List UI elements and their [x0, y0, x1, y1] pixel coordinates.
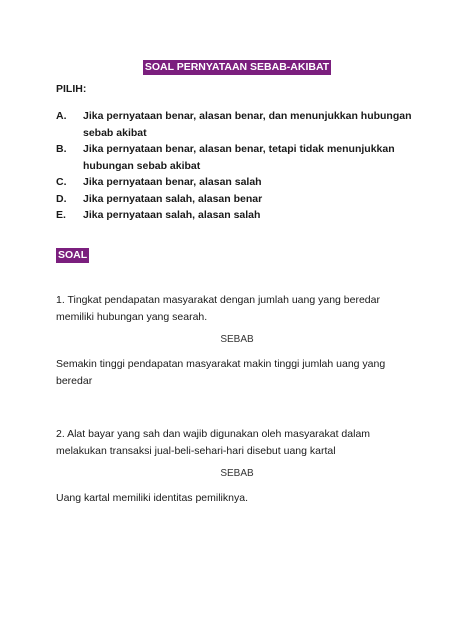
- option-text: Jika pernyataan salah, alasan salah: [83, 209, 261, 221]
- question-1-reason: Semakin tinggi pendapatan masyarakat makin tinggi jumlah uang yang beredar: [56, 358, 386, 387]
- answer-options-list: [56, 108, 416, 224]
- question-1-connector: SEBAB: [220, 334, 254, 345]
- question-2-reason: Uang kartal memiliki identitas pemiliknya.: [56, 492, 248, 504]
- option-text: Jika pernyataan benar, alasan benar, dan menunjukkan hubungan sebab akibat: [83, 110, 412, 139]
- option-text: Jika pernyataan salah, alasan benar: [83, 192, 263, 205]
- option-text: Jika pernyataan benar, alasan salah: [83, 176, 262, 188]
- option-letter: C.: [56, 176, 67, 188]
- section-label-soal: SOAL: [58, 249, 88, 261]
- option-item: [56, 108, 416, 141]
- option-letter: E.: [56, 209, 66, 221]
- document-title: SOAL PERNYATAAN SEBAB-AKIBAT: [144, 61, 330, 73]
- question-1-statement: 1. Tingkat pendapatan masyarakat dengan jumlah uang yang beredar memiliki hubungan yang searah.: [56, 294, 380, 323]
- option-letter: D.: [56, 192, 67, 205]
- option-text: Jika pernyataan benar, alasan benar, tetapi tidak menunjukkan hubungan sebab akibat: [83, 143, 395, 172]
- option-item: [56, 191, 416, 208]
- question-2-connector: SEBAB: [220, 468, 254, 479]
- option-item: [56, 174, 416, 191]
- option-item: [56, 207, 416, 224]
- option-letter: A.: [56, 110, 67, 122]
- question-2-statement: 2. Alat bayar yang sah dan wajib digunakan oleh masyarakat dalam melakukan transaksi jual-beli-sehari-hari disebut uang kartal: [56, 428, 371, 457]
- option-letter: B.: [56, 143, 67, 155]
- title-wrapper: [0, 57, 474, 75]
- choose-label: PILIH:: [56, 83, 87, 95]
- option-item: [56, 141, 416, 174]
